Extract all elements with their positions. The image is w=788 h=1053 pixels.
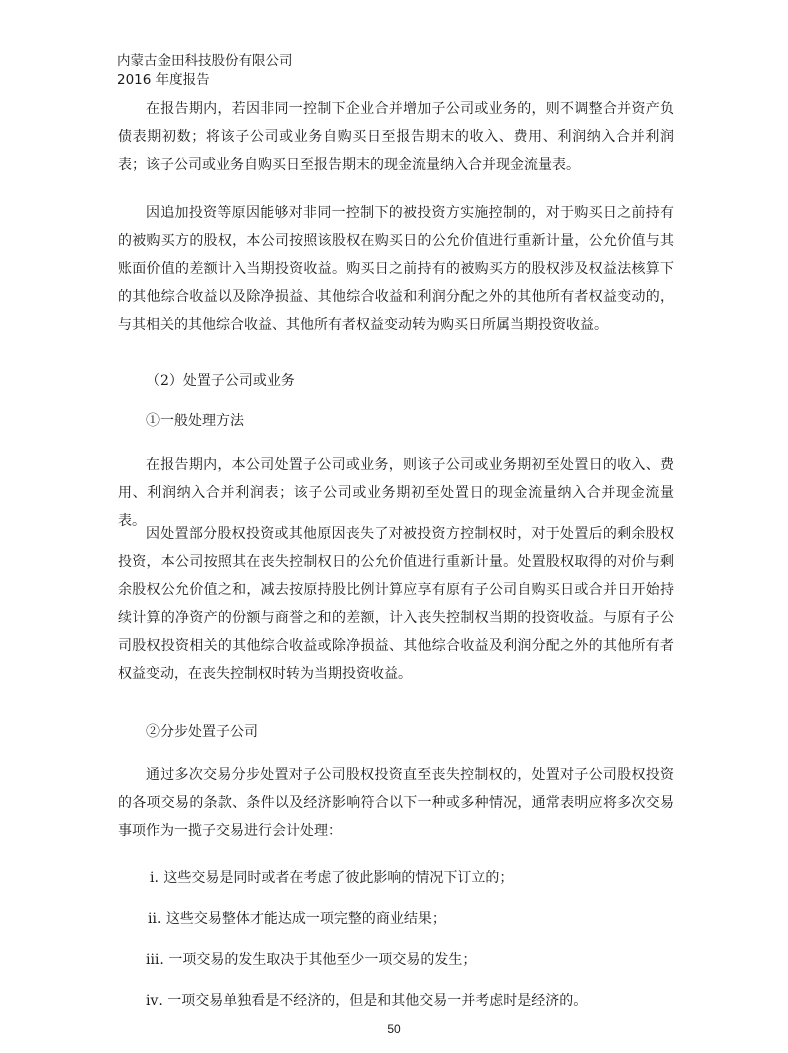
section-heading-disposal: （2）处置子公司或业务: [146, 373, 295, 389]
page-number: 50: [387, 1022, 401, 1036]
list-item: ⅲ. 一项交易的发生取决于其他至少一项交易的发生；: [146, 952, 477, 968]
list-item: ⅱ. 这些交易整体才能达成一项完整的商业结果；: [148, 911, 446, 927]
company-name: 内蒙古金田科技股份有限公司: [117, 53, 293, 69]
paragraph-disposal-period: 在报告期内，本公司处置子公司或业务，则该子公司或业务期初至处置日的收入、费用、利润纳入合并利润表；该子公司或业务期初至处置日的现金流量纳入合并现金流量表。: [118, 457, 674, 529]
paragraph-consolidation-non-common-control: 在报告期内，若因非同一控制下企业合并增加子公司或业务的，则不调整合并资产负债表期初数；将该子公司或业务自购买日至报告期末的收入、费用、利润纳入合并利润表；该子公司或业务自购买日至报告期末的现金流量纳入合并现金流量表。: [118, 101, 674, 173]
list-item: ⅳ. 一项交易单独看是不经济的，但是和其他交易一并考虑时是经济的。: [146, 993, 588, 1009]
subheading-stepwise-disposal: ②分步处置子公司: [146, 724, 258, 740]
report-title: 2016 年度报告: [117, 72, 210, 88]
subheading-general-method: ①一般处理方法: [146, 413, 244, 429]
list-item: ⅰ. 这些交易是同时或者在考虑了彼此影响的情况下订立的；: [150, 870, 514, 886]
document-header: [117, 52, 293, 90]
paragraph-package-deal: 通过多次交易分步处置对子公司股权投资直至丧失控制权的，处置对子公司股权投资的各项交易的条款、条件以及经济影响符合以下一种或多种情况，通常表明应将多次交易事项作为一揽子交易进行会计处理：: [118, 767, 674, 839]
paragraph-additional-investment: 因追加投资等原因能够对非同一控制下的被投资方实施控制的，对于购买日之前持有的被购买方的股权，本公司按照该股权在购买日的公允价值进行重新计量，公允价值与其账面价值的差额计入当期投资收益。购买日之前持有的被购买方的股权涉及权益法核算下的其他综合收益以及除净损益、其他综合收益和利润分配之外的其他所有者权益变动的，与其相关的其他综合收益、其他所有者权益变动转为购买日所属当期投资收益。: [118, 205, 674, 333]
paragraph-loss-of-control: 因处置部分股权投资或其他原因丧失了对被投资方控制权时，对于处置后的剩余股权投资，本公司按照其在丧失控制权日的公允价值进行重新计量。处置股权取得的对价与剩余股权公允价值之和，减去按原持股比例计算应享有原有子公司自购买日或合并日开始持续计算的净资产的份额与商誉之和的差额，计入丧失控制权当期的投资收益。与原有子公司股权投资相关的其他综合收益或除净损益、其他综合收益及利润分配之外的其他所有者权益变动，在丧失控制权时转为当期投资收益。: [118, 526, 674, 682]
